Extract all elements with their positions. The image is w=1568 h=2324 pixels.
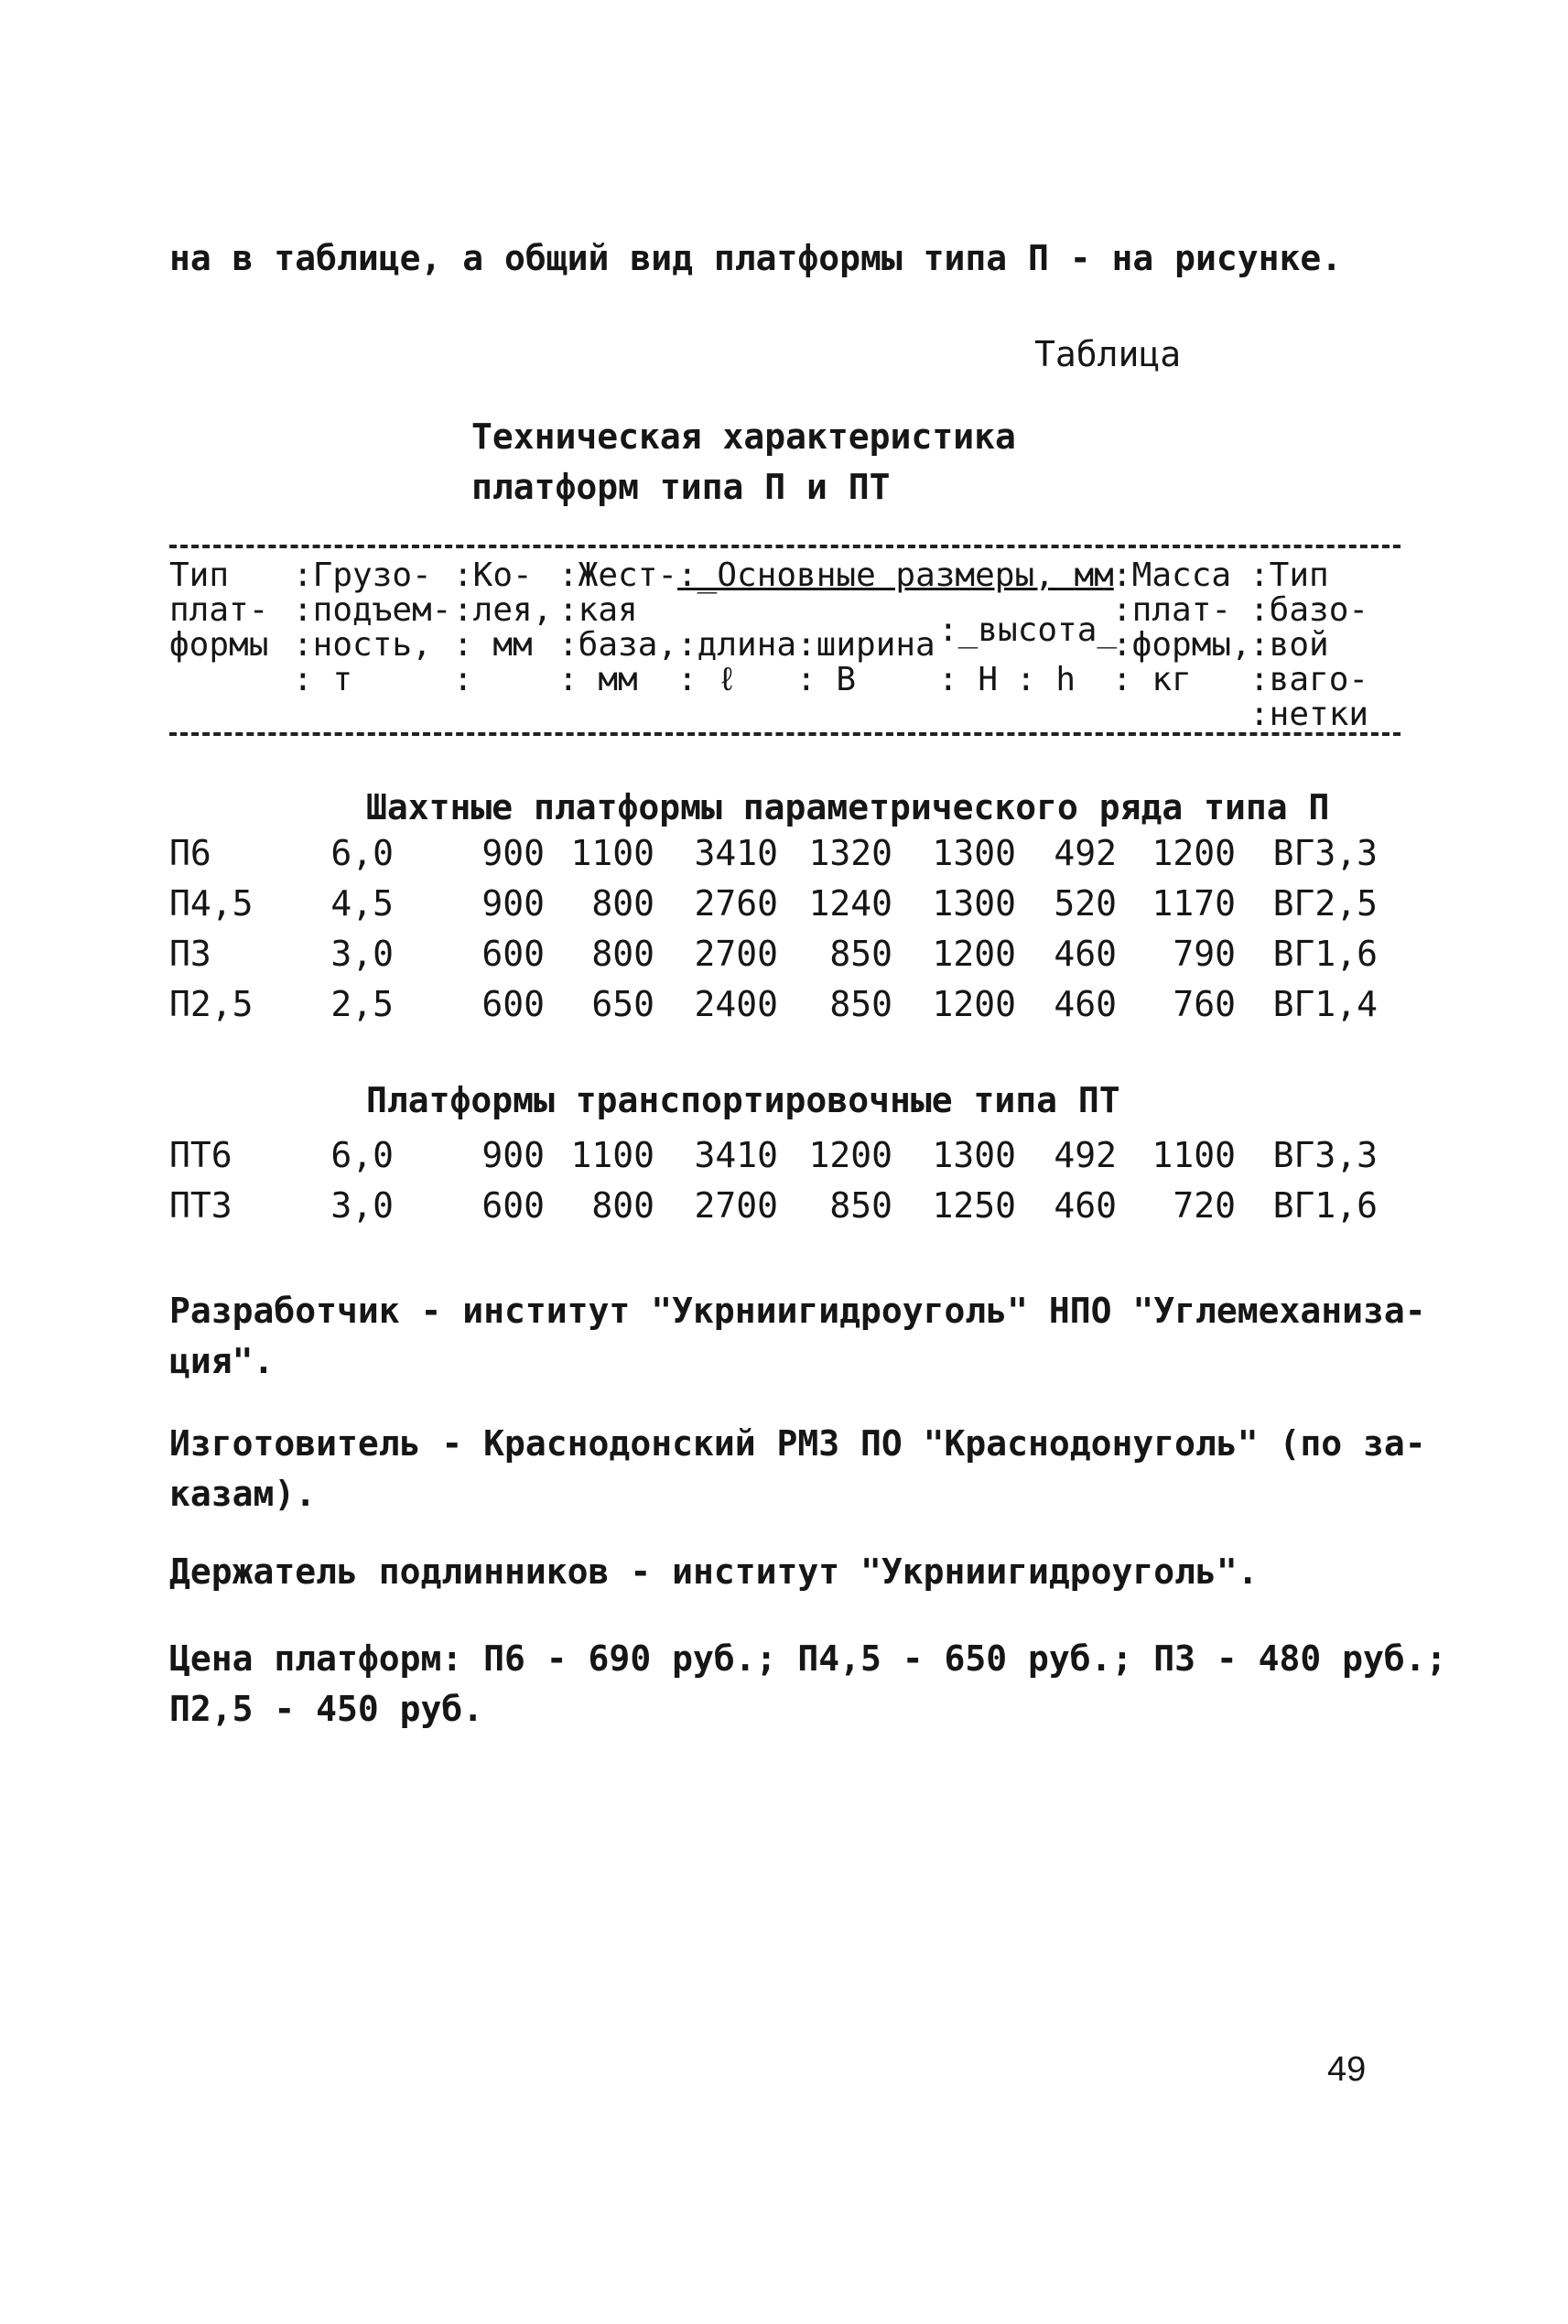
cell-carriage: ВГ1,6 xyxy=(1272,1185,1378,1226)
header-text: :базо- xyxy=(1249,591,1369,629)
cell-length: 2700 xyxy=(694,934,778,974)
header-col-type xyxy=(169,558,268,663)
cell-height-H: 1200 xyxy=(932,934,1016,974)
developer-line1: Разработчик - институт "Укрниигидроуголь" НПО "Углемеханиза- xyxy=(169,1291,1426,1331)
header-col-capacity xyxy=(293,558,451,697)
cell-gauge: 900 xyxy=(481,1135,545,1175)
cell-carriage: ВГ1,4 xyxy=(1272,984,1378,1024)
header-col-width xyxy=(796,628,935,697)
cell-mass: 1200 xyxy=(1152,833,1236,873)
cell-type: ПТ6 xyxy=(169,1135,232,1175)
cell-height-h: 520 xyxy=(1054,883,1117,924)
price-line1: Цена платформ: П6 - 690 руб.; П4,5 - 650 руб.; П3 - 480 руб.; xyxy=(169,1638,1447,1679)
cell-type: П2,5 xyxy=(169,984,254,1024)
cell-width: 1240 xyxy=(808,883,892,924)
header-text: :подъем- xyxy=(293,591,452,629)
cell-capacity: 3,0 xyxy=(330,934,394,974)
header-text: :ваго- xyxy=(1249,661,1369,698)
cell-wheelbase: 800 xyxy=(591,883,654,924)
cell-mass: 1100 xyxy=(1152,1135,1236,1175)
header-col-height-h: : h xyxy=(1016,661,1076,698)
header-text: :кая xyxy=(558,591,638,629)
cell-length: 2400 xyxy=(694,984,778,1024)
header-top-rule xyxy=(169,545,1400,548)
cell-width: 850 xyxy=(829,934,892,974)
header-text: : xyxy=(453,661,473,698)
cell-wheelbase: 800 xyxy=(591,1185,654,1226)
header-text: : В xyxy=(796,661,857,698)
cell-mass: 790 xyxy=(1173,934,1236,974)
header-text: :плат- xyxy=(1112,591,1232,629)
cell-height-H: 1300 xyxy=(932,833,1016,873)
header-text: :Ко- xyxy=(453,557,533,594)
header-text: : кг xyxy=(1112,661,1192,698)
cell-type: П3 xyxy=(169,934,211,974)
header-text: :Масса xyxy=(1112,557,1232,594)
header-text: :длина xyxy=(677,626,797,664)
price-line2: П2,5 - 450 руб. xyxy=(169,1689,484,1729)
cell-capacity: 6,0 xyxy=(330,1135,394,1175)
cell-length: 2700 xyxy=(694,1185,778,1226)
header-text: :Тип xyxy=(1249,557,1329,594)
cell-type: П6 xyxy=(169,833,211,873)
header-col-height-H: : Н xyxy=(938,661,999,698)
header-col-carriage-type xyxy=(1249,558,1368,732)
table-title-line1: Техническая характеристика xyxy=(471,416,1016,457)
cell-carriage: ВГ2,5 xyxy=(1272,883,1378,924)
cell-gauge: 900 xyxy=(481,883,545,924)
cell-length: 3410 xyxy=(694,1135,778,1175)
cell-gauge: 900 xyxy=(481,833,545,873)
cell-mass: 760 xyxy=(1173,984,1236,1024)
header-text: плат- xyxy=(169,591,269,629)
header-text: Тип xyxy=(169,557,230,594)
cell-height-h: 492 xyxy=(1054,1135,1117,1175)
table-label: Таблица xyxy=(1034,334,1182,374)
holder-line: Держатель подлинников - институт "Укрниигидроуголь". xyxy=(169,1551,1259,1592)
header-text: :лея, xyxy=(453,591,553,629)
maker-line1: Изготовитель - Краснодонский РМЗ ПО "Краснодонуголь" (по за- xyxy=(169,1423,1426,1464)
cell-wheelbase: 1100 xyxy=(570,833,654,873)
cell-capacity: 6,0 xyxy=(330,833,394,873)
cell-height-H: 1300 xyxy=(932,883,1016,924)
cell-width: 850 xyxy=(829,1185,892,1226)
header-text: : т xyxy=(293,661,353,698)
cell-carriage: ВГ3,3 xyxy=(1272,833,1378,873)
header-col-gauge xyxy=(453,558,552,697)
section1-title: Шахтные платформы параметрического ряда типа П xyxy=(366,787,1330,827)
header-col-length xyxy=(677,628,796,697)
header-group-height: :_высота_ xyxy=(938,611,1118,649)
cell-length: 2760 xyxy=(694,883,778,924)
cell-height-h: 460 xyxy=(1054,1185,1117,1226)
header-text: : мм xyxy=(558,661,638,698)
header-text: :формы, xyxy=(1112,626,1251,664)
cell-type: ПТ3 xyxy=(169,1185,232,1226)
header-text: :вой xyxy=(1249,626,1329,664)
header-text: :база, xyxy=(558,626,678,664)
cell-height-h: 492 xyxy=(1054,833,1117,873)
cell-carriage: ВГ1,6 xyxy=(1272,934,1378,974)
header-text: : ℓ xyxy=(677,661,737,698)
cell-type: П4,5 xyxy=(169,883,254,924)
header-text: формы xyxy=(169,626,269,664)
page-number: 49 xyxy=(1327,2050,1367,2089)
header-text: :ность, xyxy=(293,626,432,664)
cell-capacity: 3,0 xyxy=(330,1185,394,1226)
cell-capacity: 2,5 xyxy=(330,984,394,1024)
cell-wheelbase: 1100 xyxy=(570,1135,654,1175)
cell-width: 1320 xyxy=(808,833,892,873)
cell-carriage: ВГ3,3 xyxy=(1272,1135,1378,1175)
header-bottom-rule xyxy=(169,732,1400,736)
header-text: :Грузо- xyxy=(293,557,432,594)
cell-height-H: 1200 xyxy=(932,984,1016,1024)
header-text: :нетки xyxy=(1249,696,1369,733)
cell-height-H: 1250 xyxy=(932,1185,1016,1226)
header-group-dimensions: :_Основные размеры, мм xyxy=(677,557,1114,594)
cell-gauge: 600 xyxy=(481,1185,545,1226)
maker-line2: казам). xyxy=(169,1474,317,1514)
cell-height-h: 460 xyxy=(1054,934,1117,974)
cell-mass: 1170 xyxy=(1152,883,1236,924)
intro-line: на в таблице, а общий вид платформы типа П - на рисунке. xyxy=(169,238,1343,278)
header-text: :ширина xyxy=(796,626,935,664)
header-col-mass xyxy=(1112,558,1251,697)
cell-gauge: 600 xyxy=(481,984,545,1024)
cell-wheelbase: 650 xyxy=(591,984,654,1024)
header-col-wheelbase xyxy=(558,558,677,697)
developer-line2: ция". xyxy=(169,1341,275,1381)
cell-capacity: 4,5 xyxy=(330,883,394,924)
table-title-line2: платформ типа П и ПТ xyxy=(471,467,891,507)
header-text: : мм xyxy=(453,626,533,664)
cell-height-H: 1300 xyxy=(932,1135,1016,1175)
cell-width: 1200 xyxy=(808,1135,892,1175)
cell-gauge: 600 xyxy=(481,934,545,974)
cell-height-h: 460 xyxy=(1054,984,1117,1024)
header-text: :Жест- xyxy=(558,557,678,594)
cell-length: 3410 xyxy=(694,833,778,873)
cell-wheelbase: 800 xyxy=(591,934,654,974)
cell-mass: 720 xyxy=(1173,1185,1236,1226)
cell-width: 850 xyxy=(829,984,892,1024)
section2-title: Платформы транспортировочные типа ПТ xyxy=(366,1080,1120,1120)
